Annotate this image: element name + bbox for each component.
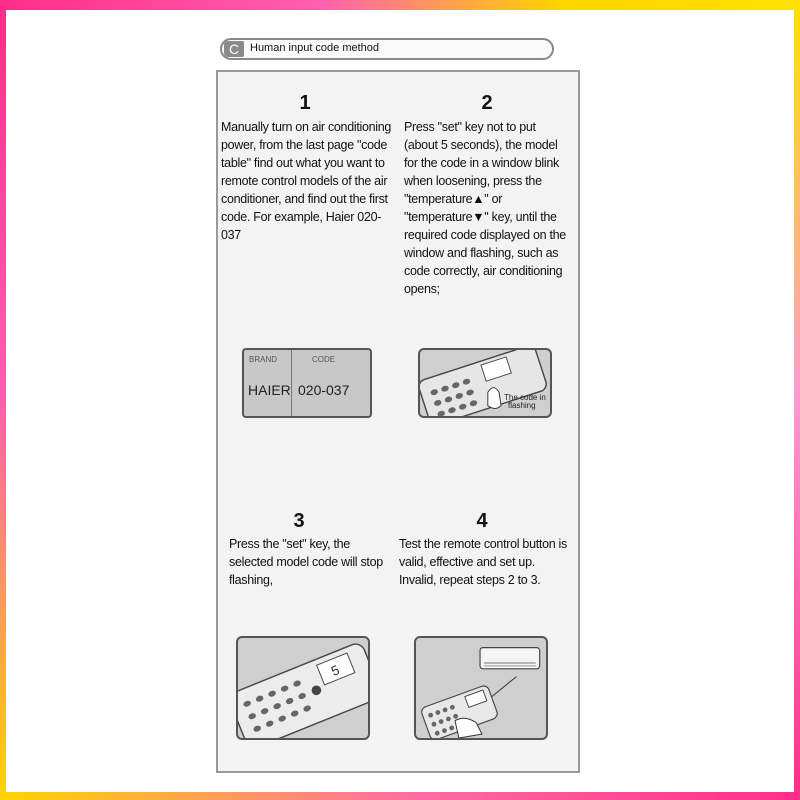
ac-remote-illustration bbox=[414, 636, 548, 740]
remote-caption-line1: The code in bbox=[504, 393, 546, 402]
remote-caption-line2: flashing bbox=[508, 401, 536, 410]
step-4-number: 4 bbox=[476, 510, 488, 532]
section-header bbox=[220, 38, 554, 60]
brand-label: BRAND bbox=[249, 355, 278, 364]
remote-flashing-illustration bbox=[418, 348, 552, 418]
code-value: 020-037 bbox=[298, 382, 350, 398]
decorative-frame-bottom bbox=[0, 792, 800, 800]
svg-text:5: 5 bbox=[328, 662, 342, 679]
step-4-text: Test the remote control button is valid, effective and set up. Invalid, repeat steps 2 to 3. bbox=[399, 537, 567, 587]
decorative-frame-left bbox=[0, 0, 6, 800]
card-divider bbox=[291, 350, 292, 416]
brand-value: HAIER bbox=[248, 382, 291, 398]
step-1-text: Manually turn on air conditioning power, from the last page "code table" find out what you want to remote control models of the air conditioner, and find out the first code. For example, Haier 020-037 bbox=[221, 120, 392, 242]
ac-remote-svg bbox=[416, 638, 546, 738]
brand-code-card bbox=[242, 348, 372, 418]
step-2-text: Press "set" key not to put (about 5 seconds), the model for the code in a window blink when loosening, press the "temperature▲" or "temperature▼" key, until the required code displayed on the window and flashing, such as code correctly, air conditioning opens; bbox=[404, 120, 566, 296]
step-1-number: 1 bbox=[299, 92, 311, 114]
step-3-text: Press the "set" key, the selected model code will stop flashing, bbox=[229, 537, 383, 587]
remote-set-illustration bbox=[236, 636, 370, 740]
step-2-number: 2 bbox=[481, 92, 493, 114]
code-label: CODE bbox=[312, 355, 336, 364]
remote-set-svg bbox=[238, 638, 368, 738]
decorative-frame-top bbox=[0, 0, 800, 10]
section-title: Human input code method bbox=[250, 42, 380, 54]
decorative-frame-right bbox=[794, 0, 800, 800]
section-badge: C bbox=[224, 41, 244, 57]
step-3-number: 3 bbox=[293, 510, 305, 532]
